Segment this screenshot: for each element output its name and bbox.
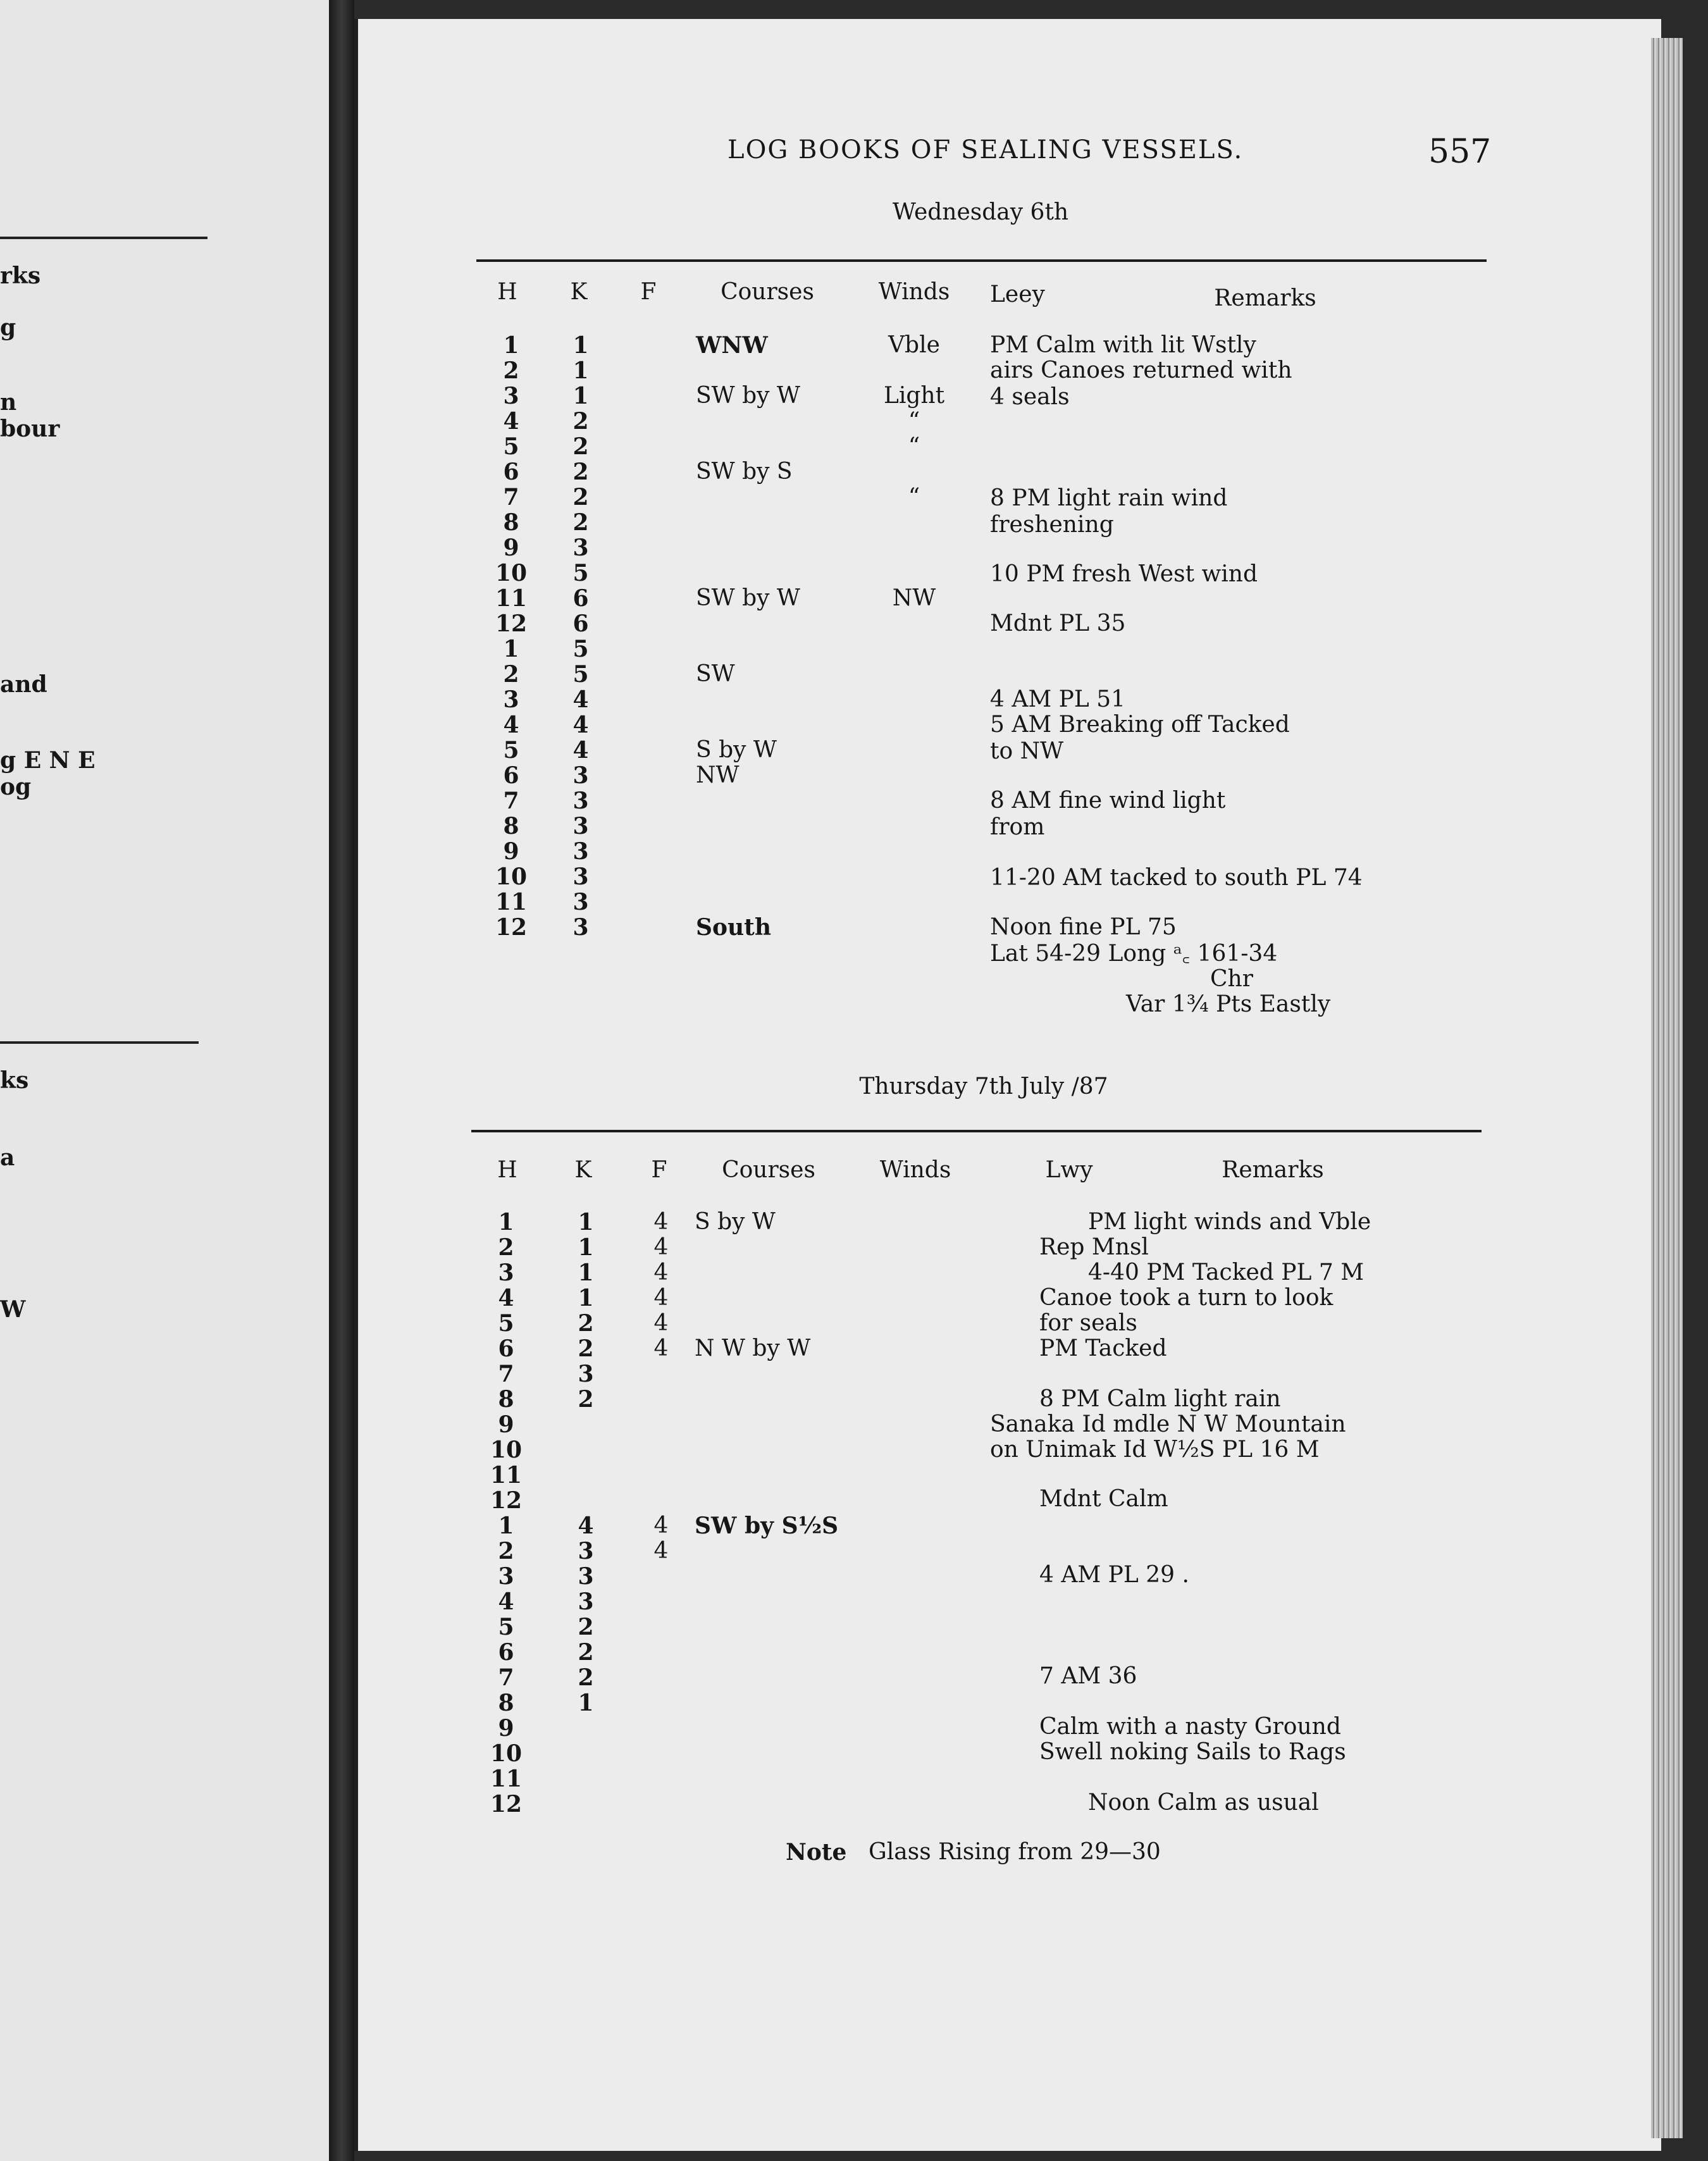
remark-line: from: [990, 814, 1045, 840]
course-cell: N W by W: [695, 1335, 811, 1361]
knots-cell: 2: [578, 1310, 594, 1337]
hour-cell: 10: [495, 864, 528, 890]
hour-cell: 2: [503, 357, 519, 384]
knots-cell: 3: [572, 838, 589, 865]
wind-cell: NW: [892, 585, 936, 611]
left-page-text: g: [0, 314, 16, 341]
knots-cell: 1: [578, 1260, 594, 1286]
note-text: Glass Rising from 29—30: [869, 1839, 1161, 1865]
remark-line: Noon Calm as usual: [1088, 1790, 1319, 1816]
left-page-text: g E N E: [0, 747, 96, 774]
knots-cell: 1: [572, 357, 589, 384]
course-cell: SW by S: [696, 459, 793, 485]
running-title: LOG BOOKS OF SEALING VESSELS.: [727, 135, 1244, 164]
knots-cell: 1: [578, 1234, 594, 1261]
fathoms-cell: 4: [653, 1513, 669, 1539]
remark-line: Chr: [1210, 966, 1253, 992]
remark-line: 10 PM fresh West wind: [990, 561, 1258, 587]
wind-cell: Light: [883, 383, 945, 409]
remark-line: 4 AM PL 51: [990, 686, 1126, 712]
knots-cell: 1: [578, 1285, 594, 1311]
fathoms-cell: 4: [653, 1260, 669, 1285]
hour-cell: 9: [498, 1411, 514, 1438]
left-page-text: a: [0, 1144, 15, 1171]
column-header-k: K: [570, 279, 588, 305]
hour-cell: 5: [503, 433, 519, 460]
wind-cell: Vble: [888, 332, 940, 358]
column-header-leeway: Leey: [990, 282, 1045, 307]
remark-line: Swell noking Sails to Rags: [1039, 1739, 1346, 1765]
hour-cell: 6: [503, 459, 519, 485]
column-header-courses: Courses: [722, 1157, 815, 1183]
column-header-k: K: [574, 1157, 592, 1183]
day-title: Wednesday 6th: [892, 199, 1069, 225]
remark-line: for seals: [1039, 1310, 1137, 1336]
hour-cell: 1: [503, 332, 519, 359]
hour-cell: 11: [490, 1766, 523, 1792]
column-header-h: H: [497, 279, 517, 305]
hour-cell: 1: [498, 1209, 514, 1235]
knots-cell: 3: [572, 914, 589, 941]
hour-cell: 9: [503, 838, 519, 865]
page-number: 557: [1428, 133, 1492, 171]
remark-line: 11-20 AM tacked to south PL 74: [990, 865, 1363, 891]
hour-cell: 4: [503, 712, 519, 738]
hour-cell: 6: [498, 1335, 514, 1362]
hour-cell: 7: [498, 1361, 514, 1387]
hour-cell: 4: [498, 1588, 514, 1615]
hour-cell: 12: [490, 1791, 523, 1817]
wind-cell: “: [908, 484, 920, 510]
remark-line: Rep Mnsl: [1039, 1234, 1149, 1260]
course-cell: NW: [696, 762, 740, 788]
table-rule: [471, 1130, 1482, 1132]
fathoms-cell: 4: [653, 1335, 669, 1361]
knots-cell: 2: [578, 1639, 594, 1666]
fathoms-cell: 4: [653, 1234, 669, 1260]
hour-cell: 7: [498, 1664, 514, 1691]
hour-cell: 3: [498, 1260, 514, 1286]
course-cell: SW by W: [696, 585, 800, 611]
wind-cell: “: [908, 433, 920, 459]
fathoms-cell: 4: [653, 1285, 669, 1311]
knots-cell: 1: [578, 1690, 594, 1716]
knots-cell: 5: [572, 560, 589, 586]
knots-cell: 3: [572, 535, 589, 561]
hour-cell: 4: [498, 1285, 514, 1311]
knots-cell: 2: [572, 433, 589, 460]
hour-cell: 9: [498, 1715, 514, 1742]
knots-cell: 3: [578, 1563, 594, 1590]
knots-cell: 4: [578, 1513, 594, 1539]
course-cell: SW: [696, 661, 735, 687]
hour-cell: 10: [490, 1740, 523, 1767]
hour-cell: 11: [495, 585, 528, 612]
course-cell: South: [696, 914, 771, 941]
column-header-winds: Winds: [879, 1157, 951, 1183]
remark-line: Canoe took a turn to look: [1039, 1285, 1334, 1311]
left-page-text: og: [0, 774, 32, 800]
hour-cell: 8: [503, 509, 519, 536]
remark-line: PM light winds and Vble: [1088, 1209, 1371, 1235]
hour-cell: 10: [490, 1437, 523, 1463]
remark-line: 8 AM fine wind light: [990, 788, 1226, 814]
knots-cell: 1: [578, 1209, 594, 1235]
remark-line: to NW: [990, 738, 1064, 764]
course-cell: S by W: [695, 1209, 776, 1235]
column-header-f: F: [640, 279, 657, 305]
remark-line: Var 1¾ Pts Eastly: [1126, 991, 1331, 1017]
hour-cell: 5: [498, 1310, 514, 1337]
hour-cell: 11: [490, 1462, 523, 1489]
remark-line: Mdnt Calm: [1039, 1486, 1168, 1512]
knots-cell: 6: [572, 610, 589, 637]
course-cell: SW by S½S: [695, 1513, 839, 1539]
left-page-text: ks: [0, 1067, 29, 1094]
remark-line: on Unimak Id W½S PL 16 M: [990, 1437, 1320, 1463]
book-gutter: [329, 0, 354, 2161]
left-page-text: rks: [0, 263, 41, 289]
knots-cell: 2: [578, 1614, 594, 1640]
remark-line: 8 PM light rain wind: [990, 485, 1228, 511]
hour-cell: 8: [498, 1386, 514, 1413]
hour-cell: 10: [495, 560, 528, 586]
left-page-text: bour: [0, 416, 60, 442]
knots-cell: 2: [578, 1386, 594, 1413]
knots-cell: 2: [572, 408, 589, 435]
knots-cell: 2: [578, 1664, 594, 1691]
hour-cell: 8: [498, 1690, 514, 1716]
left-page-text: n: [0, 389, 17, 416]
remark-line: 4-40 PM Tacked PL 7 M: [1088, 1260, 1365, 1285]
knots-cell: 2: [572, 509, 589, 536]
remark-line: airs Canoes returned with: [990, 357, 1292, 383]
column-header-winds: Winds: [878, 279, 950, 305]
remark-line: Noon fine PL 75: [990, 914, 1177, 940]
knots-cell: 3: [572, 788, 589, 814]
knots-cell: 3: [578, 1588, 594, 1615]
remark-line: 5 AM Breaking off Tacked: [990, 712, 1290, 738]
remark-line: Mdnt PL 35: [990, 610, 1126, 636]
remark-line: Calm with a nasty Ground: [1039, 1714, 1341, 1740]
remark-line: freshening: [990, 512, 1114, 538]
column-header-remarks: Remarks: [1214, 285, 1316, 311]
hour-cell: 6: [503, 762, 519, 789]
fathoms-cell: 4: [653, 1538, 669, 1564]
remark-line: 4 seals: [990, 384, 1070, 410]
remark-line: 7 AM 36: [1039, 1663, 1137, 1689]
remark-line: PM Tacked: [1039, 1335, 1167, 1361]
hour-cell: 2: [498, 1538, 514, 1564]
column-header-leeway: Lwy: [1045, 1157, 1093, 1183]
knots-cell: 4: [572, 686, 589, 713]
left-page-text: and: [0, 671, 47, 698]
page-edges: [1651, 38, 1683, 2138]
hour-cell: 6: [498, 1639, 514, 1666]
knots-cell: 2: [572, 484, 589, 511]
hour-cell: 2: [503, 661, 519, 688]
hour-cell: 3: [503, 383, 519, 409]
knots-cell: 3: [572, 864, 589, 890]
course-cell: WNW: [696, 332, 768, 359]
knots-cell: 1: [572, 383, 589, 409]
hour-cell: 3: [498, 1563, 514, 1590]
column-header-remarks: Remarks: [1222, 1157, 1324, 1183]
knots-cell: 3: [572, 813, 589, 839]
knots-cell: 5: [572, 661, 589, 688]
course-cell: SW by W: [696, 383, 800, 409]
knots-cell: 3: [572, 762, 589, 789]
hour-cell: 12: [490, 1487, 523, 1514]
hour-cell: 7: [503, 484, 519, 511]
remark-line: Sanaka Id mdle N W Mountain: [990, 1411, 1346, 1437]
course-cell: S by W: [696, 737, 777, 763]
hour-cell: 12: [495, 914, 528, 941]
hour-cell: 5: [498, 1614, 514, 1640]
knots-cell: 4: [572, 737, 589, 764]
hour-cell: 11: [495, 889, 528, 915]
note-label: Note: [786, 1839, 847, 1866]
remark-line: PM Calm with lit Wstly: [990, 332, 1256, 358]
column-header-f: F: [651, 1157, 667, 1183]
hour-cell: 2: [498, 1234, 514, 1261]
hour-cell: 4: [503, 408, 519, 435]
knots-cell: 6: [572, 585, 589, 612]
remark-line: 8 PM Calm light rain: [1039, 1386, 1281, 1412]
column-header-courses: Courses: [721, 279, 814, 305]
remark-line: 4 AM PL 29 .: [1039, 1562, 1189, 1588]
left-page-rule: [0, 237, 207, 239]
knots-cell: 3: [578, 1361, 594, 1387]
remark-line: Lat 54-29 Long ᵃ꜀ 161-34: [990, 941, 1278, 967]
hour-cell: 5: [503, 737, 519, 764]
fathoms-cell: 4: [653, 1310, 669, 1336]
day-title: Thursday 7th July /87: [859, 1074, 1108, 1099]
wind-cell: “: [908, 408, 920, 434]
fathoms-cell: 4: [653, 1209, 669, 1235]
column-header-h: H: [497, 1157, 517, 1183]
knots-cell: 4: [572, 712, 589, 738]
knots-cell: 1: [572, 332, 589, 359]
table-rule: [476, 259, 1487, 262]
hour-cell: 12: [495, 610, 528, 637]
knots-cell: 2: [572, 459, 589, 485]
hour-cell: 1: [503, 636, 519, 662]
knots-cell: 3: [578, 1538, 594, 1564]
hour-cell: 8: [503, 813, 519, 839]
left-page-rule: [0, 1041, 199, 1044]
knots-cell: 3: [572, 889, 589, 915]
hour-cell: 7: [503, 788, 519, 814]
left-page-text: W: [0, 1296, 26, 1323]
knots-cell: 5: [572, 636, 589, 662]
hour-cell: 3: [503, 686, 519, 713]
hour-cell: 9: [503, 535, 519, 561]
knots-cell: 2: [578, 1335, 594, 1362]
left-page-fragment: [0, 0, 329, 2161]
hour-cell: 1: [498, 1513, 514, 1539]
